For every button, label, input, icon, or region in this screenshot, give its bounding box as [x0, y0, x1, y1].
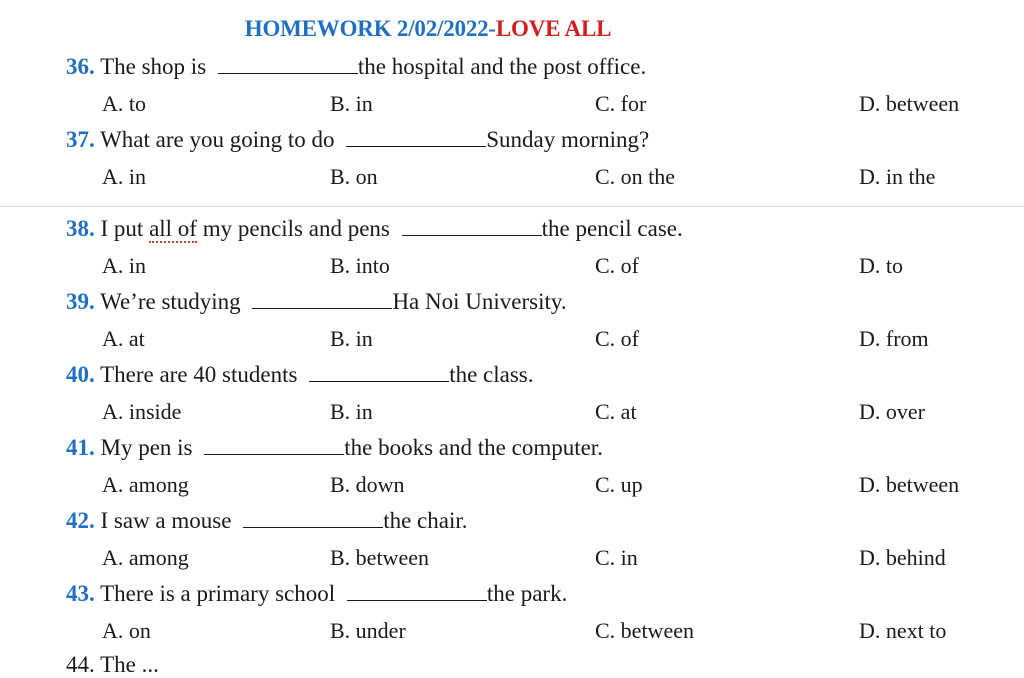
spellcheck-underline: all of: [149, 216, 197, 241]
question-text-before: There is a primary school: [100, 581, 336, 606]
question-number: 41.: [66, 435, 95, 460]
option-c: C. for: [595, 91, 647, 116]
answer-blank: [402, 234, 542, 236]
option-b: B. under: [330, 618, 406, 643]
question-text-before: My pen is: [100, 435, 193, 460]
option-d: D. between: [859, 472, 960, 497]
option-c: C. up: [595, 472, 643, 497]
question-text-before: What are you going to do: [100, 127, 335, 152]
page-divider: [0, 206, 1024, 207]
answer-blank: [243, 526, 383, 528]
question-text-after: the park.: [486, 581, 568, 606]
option-d: D. in the: [859, 164, 936, 189]
title-love-all: LOVE ALL: [495, 16, 612, 41]
question-37: [66, 127, 649, 153]
option-c: C. of: [595, 253, 639, 278]
question-39: [66, 289, 567, 315]
option-b: B. into: [330, 253, 390, 278]
question-38: [66, 216, 683, 242]
question-text-after: the class.: [449, 362, 534, 387]
question-number: 39.: [66, 289, 95, 314]
question-text-before: I saw a mouse: [100, 508, 232, 533]
question-36: [66, 54, 646, 80]
option-c: C. on the: [595, 164, 676, 189]
option-a: A. in: [102, 253, 146, 278]
answer-blank: [309, 380, 449, 382]
question-number: 40.: [66, 362, 95, 387]
option-d: D. over: [859, 399, 925, 424]
answer-blank: [346, 145, 486, 147]
option-a: A. at: [102, 326, 145, 351]
option-d: D. between: [859, 91, 960, 116]
option-b: B. in: [330, 91, 373, 116]
option-d: D. to: [859, 253, 903, 278]
option-a: A. among: [102, 472, 189, 497]
option-a: A. inside: [102, 399, 182, 424]
option-c: C. of: [595, 326, 639, 351]
option-b: B. in: [330, 326, 373, 351]
question-text-before-cont: my pencils and pens: [202, 216, 390, 241]
question-number: 42.: [66, 508, 95, 533]
option-d: D. next to: [859, 618, 947, 643]
option-a: A. among: [102, 545, 189, 570]
page-title: [0, 16, 856, 42]
answer-blank: [347, 599, 487, 601]
option-a: A. on: [102, 618, 151, 643]
cutoff-question: 44. The ...: [66, 652, 159, 677]
question-text-after: Sunday morning?: [486, 127, 650, 152]
answer-blank: [252, 307, 392, 309]
option-c: C. between: [595, 618, 694, 643]
question-text-after: the books and the computer.: [344, 435, 603, 460]
question-text-before: We’re studying: [100, 289, 241, 314]
option-b: B. between: [330, 545, 429, 570]
answer-blank: [204, 453, 344, 455]
answer-blank: [218, 72, 358, 74]
question-41: [66, 435, 603, 461]
question-text-before: There are 40 students: [100, 362, 298, 387]
question-number: 43.: [66, 581, 95, 606]
question-43: [66, 581, 567, 607]
question-text-after: the pencil case.: [541, 216, 683, 241]
question-number: 38.: [66, 216, 95, 241]
option-b: B. on: [330, 164, 378, 189]
question-42: [66, 508, 467, 534]
question-text-after: the chair.: [383, 508, 468, 533]
option-b: B. down: [330, 472, 405, 497]
option-a: A. to: [102, 91, 146, 116]
option-a: A. in: [102, 164, 146, 189]
question-text-before: I put: [100, 216, 144, 241]
option-d: D. behind: [859, 545, 946, 570]
question-40: [66, 362, 534, 388]
option-c: C. at: [595, 399, 637, 424]
question-text-before: The shop is: [100, 54, 207, 79]
question-text-after: the hospital and the post office.: [357, 54, 647, 79]
question-text-after: Ha Noi University.: [392, 289, 567, 314]
option-b: B. in: [330, 399, 373, 424]
question-number: 36.: [66, 54, 95, 79]
title-date: HOMEWORK 2/02/2022-: [244, 16, 496, 41]
question-number: 37.: [66, 127, 95, 152]
option-d: D. from: [859, 326, 929, 351]
option-c: C. in: [595, 545, 638, 570]
